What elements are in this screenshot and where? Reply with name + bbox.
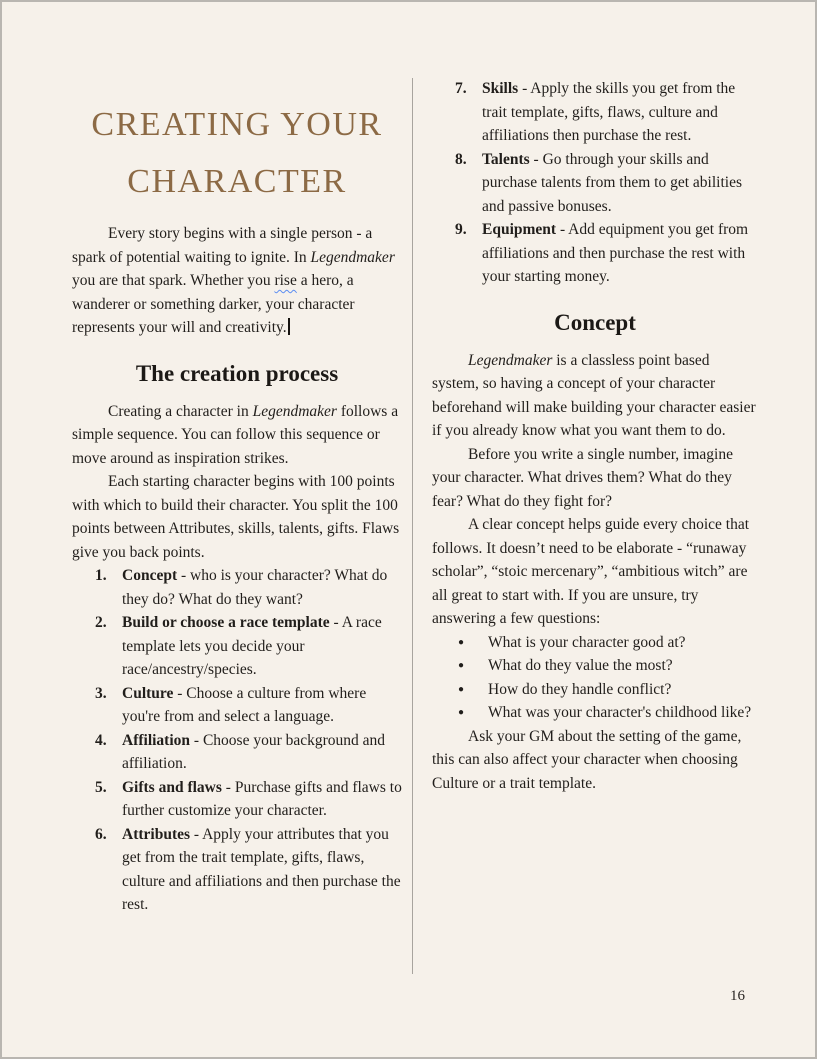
concept-paragraph-2: Before you write a single number, imagine your character. What drives them? What do they fear? What do they fight for? xyxy=(432,445,733,510)
step-label: Build or choose a race template xyxy=(122,614,330,631)
game-title-italic: Legendmaker xyxy=(252,402,337,420)
step-label: Concept xyxy=(122,567,178,584)
list-item-step-6 xyxy=(72,823,402,917)
spellcheck-flagged-word[interactable]: rise xyxy=(274,272,297,289)
right-column xyxy=(432,77,758,795)
list-number: 9. xyxy=(455,221,467,238)
bullet-text: What is your character good at? xyxy=(488,633,686,651)
step-description: - Add equipment you get from affiliations and then purchase the rest with your starting money. xyxy=(482,221,749,285)
intro-text-1: Every story begins with a single person - a spark of potential waiting to ignite. In xyxy=(72,225,373,266)
intro-text-3: a hero, a wanderer or something darker, your character represents your will and creativity. xyxy=(72,272,355,336)
concept-final-paragraph: Ask your GM about the setting of the game, this can also affect your character when choosing Culture or a trait template. xyxy=(432,727,742,792)
list-number: 8. xyxy=(455,150,467,168)
list-number: 4. xyxy=(95,731,107,749)
chapter-title-line-1: CREATING YOUR xyxy=(91,106,383,143)
list-text xyxy=(482,148,758,219)
step-label: Gifts and flaws xyxy=(122,778,222,796)
creation-p1-text-2: follows a simple sequence. You can follow this sequence or move around as inspiration strikes. xyxy=(72,402,399,467)
step-description: - A race template lets you decide your race/ancestry/species. xyxy=(122,614,382,678)
column-divider xyxy=(412,78,413,974)
list-number: 6. xyxy=(95,825,107,843)
page-number: 16 xyxy=(730,988,745,1004)
bullet-item-4 xyxy=(432,701,758,725)
list-number: 1. xyxy=(95,567,107,584)
list-text xyxy=(122,823,402,917)
list-number: 3. xyxy=(95,684,107,702)
step-description: - Apply your attributes that you get from the trait template, gifts, flaws, culture and affiliations and then purchase the rest. xyxy=(122,825,401,913)
concept-p1-text: is a classless point based system, so having a concept of your character beforehand will make building your character easier if you already know what you want them to do. xyxy=(432,351,756,439)
section-heading-creation-process: The creation process xyxy=(135,360,339,386)
game-title-italic: Legendmaker xyxy=(468,351,553,369)
concept-paragraph-1 xyxy=(432,349,758,443)
chapter-title xyxy=(72,96,402,210)
list-item-step-5 xyxy=(72,776,402,823)
bullet-item-3 xyxy=(432,678,758,702)
bullet-item-1 xyxy=(432,631,758,655)
section-heading-concept: Concept xyxy=(554,309,636,335)
creation-paragraph-2: Each starting character begins with 100 points with which to build their character. You split the 100 points between Attributes, skills, talents, gifts. Flaws give you back points. xyxy=(72,473,400,561)
bullet-text: What do they value the most? xyxy=(488,657,673,674)
list-number: 5. xyxy=(95,778,107,796)
bullet-text: How do they handle conflict? xyxy=(488,680,672,698)
list-text xyxy=(122,682,402,729)
bullet-icon: ● xyxy=(458,636,465,648)
step-label: Culture xyxy=(122,684,174,702)
list-item-step-9 xyxy=(432,218,758,289)
creation-paragraph-1 xyxy=(72,400,402,471)
intro-paragraph xyxy=(72,222,402,340)
step-description: - Choose a culture from where you're from and select a language. xyxy=(122,684,367,725)
list-text xyxy=(482,218,758,289)
list-text xyxy=(122,564,402,611)
step-description: - Purchase gifts and flaws to further customize your character. xyxy=(122,778,402,819)
list-text xyxy=(122,729,402,776)
bullet-icon: ● xyxy=(458,707,465,718)
creation-steps-list-7-9 xyxy=(432,77,758,289)
step-label: Skills xyxy=(482,80,519,97)
list-item-step-7 xyxy=(432,77,758,148)
list-text xyxy=(482,77,758,148)
step-label: Equipment xyxy=(482,221,557,238)
list-item-step-8 xyxy=(432,148,758,219)
step-label: Affiliation xyxy=(122,731,191,749)
step-description: - Go through your skills and purchase talents from them to get abilities and passive bonuses. xyxy=(482,150,742,215)
bullet-icon: ● xyxy=(458,660,465,671)
list-item-step-2 xyxy=(72,611,402,682)
intro-text-2: you are that spark. Whether you xyxy=(72,272,275,289)
chapter-title-line-2: CHARACTER xyxy=(127,163,347,200)
bullet-item-2 xyxy=(432,654,758,678)
text-cursor xyxy=(288,318,290,335)
step-label: Attributes xyxy=(122,825,191,843)
list-item-step-3 xyxy=(72,682,402,729)
game-title-italic: Legendmaker xyxy=(310,248,395,266)
step-description: - Apply the skills you get from the trait template, gifts, flaws, culture and affiliations then purchase the rest. xyxy=(482,80,736,144)
list-text xyxy=(122,776,402,823)
list-number: 7. xyxy=(455,80,467,97)
list-item-step-1 xyxy=(72,564,402,611)
creation-p1-text-1: Creating a character in xyxy=(108,402,253,420)
list-number: 2. xyxy=(95,614,107,631)
step-description: - Choose your background and affiliation. xyxy=(122,731,386,772)
list-item-step-4 xyxy=(72,729,402,776)
left-column xyxy=(72,2,402,917)
list-text xyxy=(122,611,402,682)
concept-paragraph-3: A clear concept helps guide every choice that follows. It doesn’t need to be elaborate - “runaway scholar”, “stoic mercenary”, “ambitious witch” are all great to start with. If you are unsure, try answering a few questions: xyxy=(432,516,750,627)
bullet-text: What was your character's childhood like? xyxy=(488,704,752,721)
creation-steps-list-1-6 xyxy=(72,564,402,917)
bullet-icon: ● xyxy=(458,683,465,695)
step-label: Talents xyxy=(482,150,530,168)
step-description: - who is your character? What do they do? What do they want? xyxy=(122,567,388,608)
concept-questions-list xyxy=(432,631,758,725)
